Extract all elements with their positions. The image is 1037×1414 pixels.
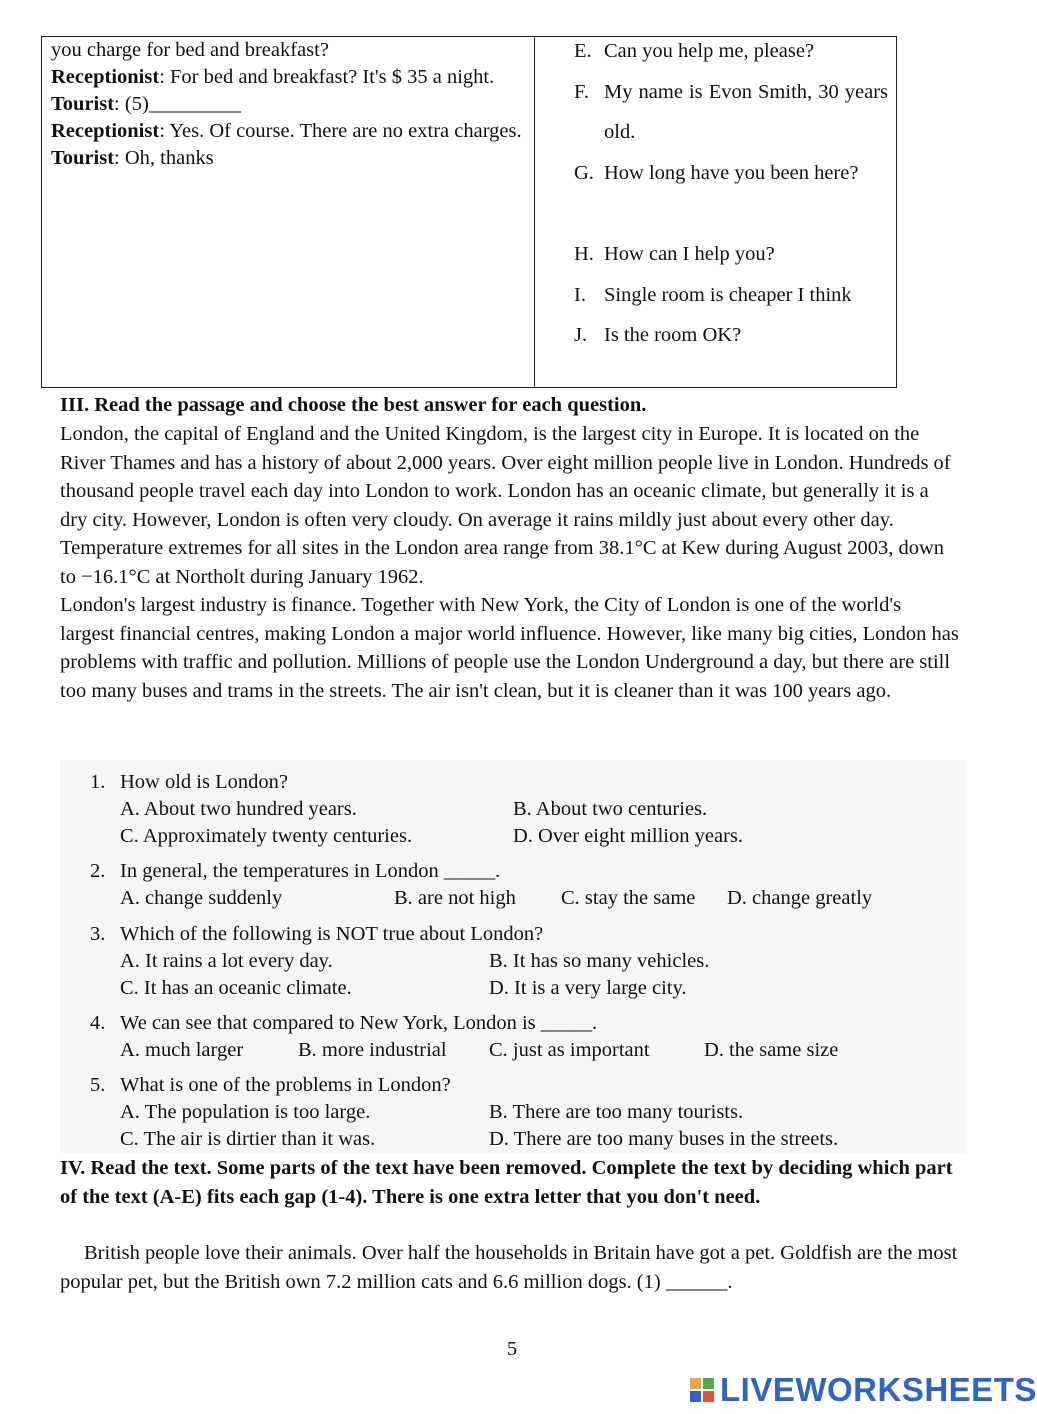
- speaker-label: Tourist: [51, 93, 115, 115]
- dialogue-table: [41, 36, 897, 388]
- option-letter: J.: [574, 324, 588, 346]
- table-divider: [534, 37, 535, 387]
- question-number: 1.: [90, 771, 106, 793]
- question-text: How old is London?: [120, 771, 288, 793]
- answer-option: B. There are too many tourists.: [489, 1101, 744, 1123]
- option-text: How long have you been here?: [604, 162, 859, 184]
- section-title: [60, 391, 646, 419]
- logo-icon: [690, 1378, 714, 1402]
- section-iv-text: [60, 1239, 965, 1296]
- section-instruction: . Read the passage and choose the best answer for each question.: [83, 394, 647, 416]
- dialogue-line: [51, 64, 526, 91]
- answer-option: D. Over eight million years.: [513, 825, 744, 847]
- option-letter: E.: [574, 40, 592, 62]
- answer-option: D. change greatly: [727, 887, 873, 909]
- question-text: We can see that compared to New York, London is _____.: [120, 1012, 598, 1034]
- question-number: 3.: [90, 923, 106, 945]
- speaker-label: Tourist: [51, 147, 115, 169]
- dialogue-line: you charge for bed and breakfast?: [51, 39, 329, 61]
- answer-option: B. It has so many vehicles.: [489, 950, 710, 972]
- option-text: Is the room OK?: [604, 324, 742, 346]
- dialogue-line: [51, 118, 526, 145]
- answer-option: C. just as important: [489, 1039, 650, 1061]
- liveworksheets-logo: [690, 1371, 1037, 1408]
- answer-option: B. are not high: [394, 887, 516, 909]
- answer-option: C. It has an oceanic climate.: [120, 977, 352, 999]
- answer-option: C. Approximately twenty centuries.: [120, 825, 413, 847]
- option-letter: H.: [574, 243, 594, 265]
- section-iv-title: IV. Read the text. Some parts of the text have been removed. Complete the text by deciding which part of the text (A-E) fits each gap (1-4). There is one extra letter that you don't need.: [60, 1157, 953, 1208]
- question-text: Which of the following is NOT true about London?: [120, 923, 544, 945]
- answer-option: C. The air is dirtier than it was.: [120, 1128, 376, 1150]
- answer-option: B. more industrial: [298, 1039, 447, 1061]
- speaker-label: Receptionist: [51, 66, 160, 88]
- answer-option: A. About two hundred years.: [120, 798, 357, 820]
- option-text: My name is Evon Smith, 30 years old.: [604, 81, 888, 143]
- option-text: Can you help me, please?: [604, 40, 815, 62]
- passage-paragraph: London's largest industry is finance. Together with New York, the City of London is one of the world's largest financial centres, making London a major world influence. However, like many big cities, London has problems with traffic and pollution. Millions of people use the London Underground a day, but there are still too many buses and trams in the streets. The air isn't clean, but it is cleaner than it was 100 years ago.: [60, 594, 959, 702]
- dialogue-text: : (5)_________: [114, 93, 242, 115]
- question-text: What is one of the problems in London?: [120, 1074, 451, 1096]
- page-number: 5: [506, 1338, 518, 1360]
- brand-name: LIVEWORKSHEETS: [720, 1371, 1037, 1408]
- answer-option: D. the same size: [704, 1039, 839, 1061]
- reading-passage: [60, 420, 960, 705]
- answer-option: D. There are too many buses in the streets.: [489, 1128, 839, 1150]
- question-number: 2.: [90, 860, 106, 882]
- option-letter: F.: [574, 81, 589, 103]
- answer-option: B. About two centuries.: [513, 798, 708, 820]
- option-letter: I.: [574, 284, 586, 306]
- section-numeral: III: [60, 394, 84, 416]
- option-text: How can I help you?: [604, 243, 775, 265]
- dialogue-column: [51, 37, 526, 172]
- option-text: Single room is cheaper I think: [604, 284, 852, 306]
- dialogue-text: : For bed and breakfast? It's $ 35 a night.: [159, 66, 495, 88]
- dialogue-text: : Yes. Of course. There are no extra charges.: [159, 120, 522, 142]
- dialogue-line: [51, 145, 526, 172]
- option-letter: G.: [574, 162, 594, 184]
- passage-paragraph: London, the capital of England and the United Kingdom, is the largest city in Europe. It is located on the River Thames and has a history of about 2,000 years. Over eight million people live in London. Hundreds of thousand people travel each day into London to work. London has an oceanic climate, but generally it is a dry city. However, London is often very cloudy. On average it rains mildly just about every other day. Temperature extremes for all sites in the London area range from 38.1°C at Kew during August 2003, down to −16.1°C at Northolt during January 1962.: [60, 423, 951, 588]
- dialogue-text: : Oh, thanks: [114, 147, 214, 169]
- dialogue-line: [51, 91, 526, 118]
- answer-option: A. much larger: [120, 1039, 244, 1061]
- question-number: 5.: [90, 1074, 106, 1096]
- speaker-label: Receptionist: [51, 120, 160, 142]
- answer-option: A. The population is too large.: [120, 1101, 371, 1123]
- passage-paragraph: British people love their animals. Over half the households in Britain have got a pet. Goldfish are the most popular pet, but the British own 7.2 million cats and 6.6 million dogs. (1) ______.: [60, 1242, 958, 1293]
- answer-option: A. It rains a lot every day.: [120, 950, 333, 972]
- question-number: 4.: [90, 1012, 106, 1034]
- answer-option: C. stay the same: [561, 887, 696, 909]
- answer-option: A. change suddenly: [120, 887, 283, 909]
- answer-option: D. It is a very large city.: [489, 977, 687, 999]
- question-text: In general, the temperatures in London _____.: [120, 860, 501, 882]
